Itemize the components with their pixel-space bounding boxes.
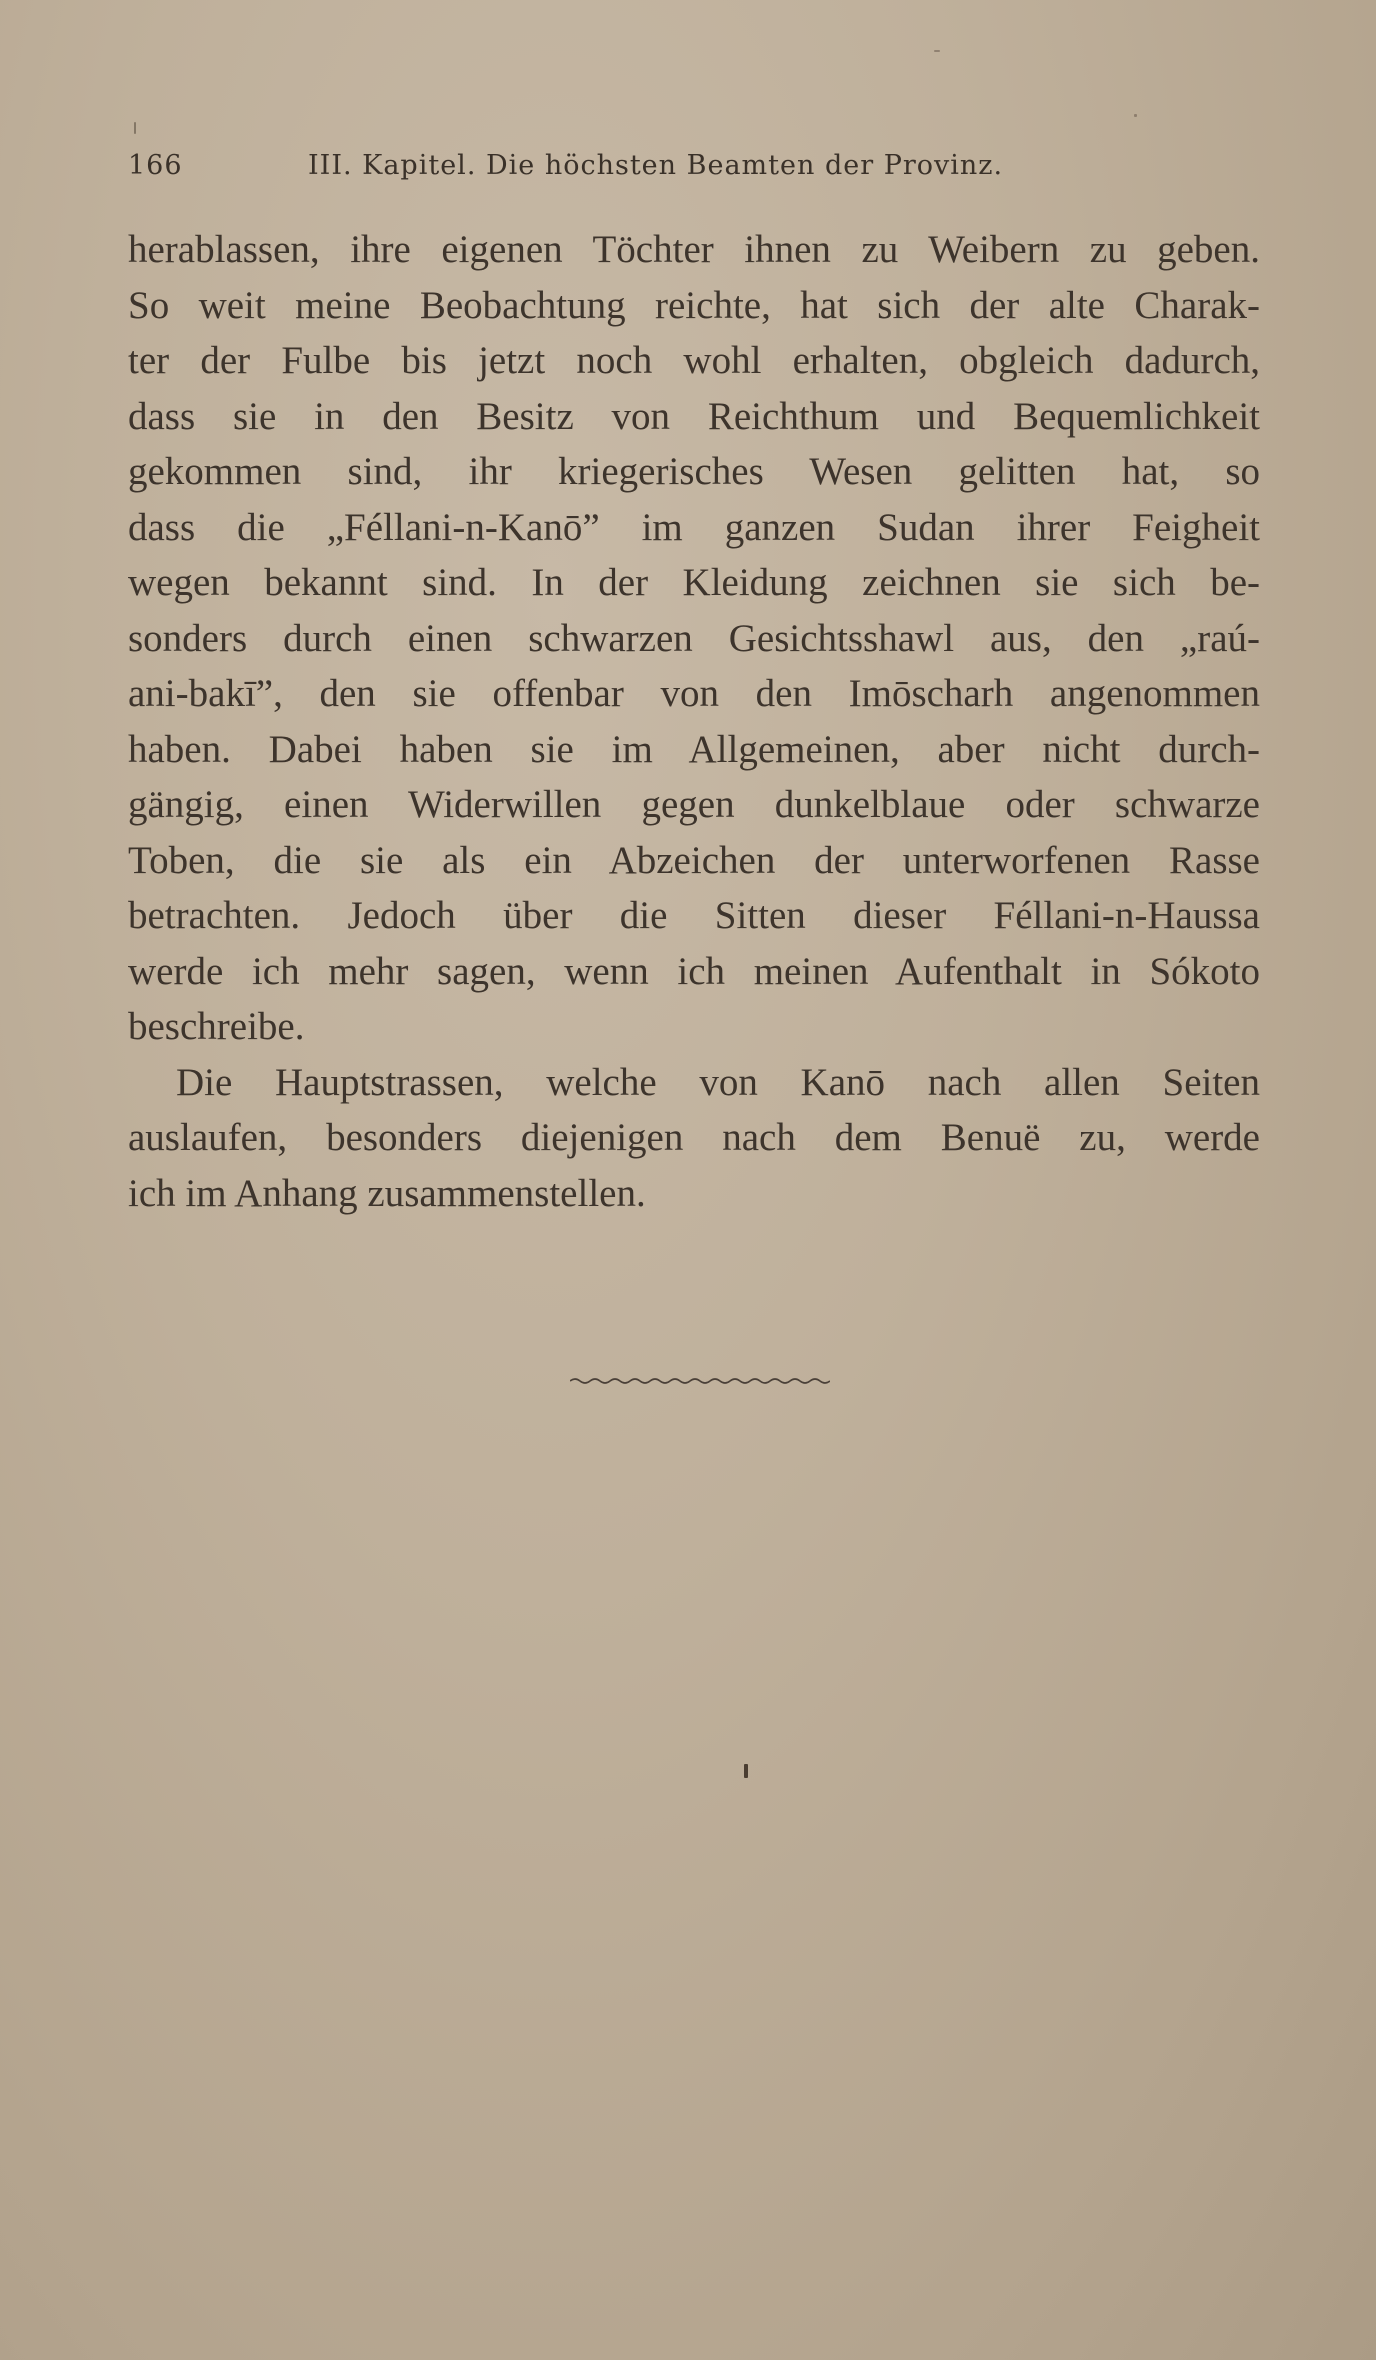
text-line: auslaufen, besonders diejenigen nach dem Benuë zu, werde [128,1116,1260,1159]
text-line: dass die „Féllani-n-Kanō” im ganzen Sudan ihrer Feigheit [128,505,1260,549]
wavy-rule-ornament [570,1375,830,1387]
text-line: werde ich mehr sagen, wenn ich meinen Aufenthalt in Sókoto [128,949,1260,993]
text-line: betrachten. Jedoch über die Sitten dieser Féllani-n-Haussa [128,894,1260,937]
paper-speck [1134,114,1137,117]
text-line: Toben, die sie als ein Abzeichen der unterworfenen Rasse [128,838,1260,882]
paragraph [128,222,1260,1055]
text-line: beschreibe. [128,1005,305,1048]
paper-speck [744,1764,748,1778]
text-line: wegen bekannt sind. In der Kleidung zeichnen sie sich be- [128,561,1260,604]
text-line: ich im Anhang zusammenstellen. [128,1171,646,1215]
text-line: gekommen sind, ihr kriegerisches Wesen gelitten hat, so [128,450,1260,493]
text-line: sonders durch einen schwarzen Gesichtsshawl aus, den „raú- [128,616,1260,660]
running-head: III. Kapitel. Die höchsten Beamten der Provinz. [308,150,1004,181]
text-line: gängig, einen Widerwillen gegen dunkelblaue oder schwarze [128,783,1260,826]
text-line: Die Hauptstrassen, welche von Kanō nach allen Seiten [176,1060,1260,1104]
text-line: ani-bakī”, den sie offenbar von den Imōscharh angenommen [128,672,1260,715]
text-line: haben. Dabei haben sie im Allgemeinen, aber nicht durch- [128,727,1260,771]
body-text [128,222,1260,1221]
text-line: So weit meine Beobachtung reichte, hat sich der alte Charak- [128,283,1260,327]
paper-speck [134,122,136,134]
page-header [128,150,1260,194]
text-line: dass sie in den Besitz von Reichthum und Bequemlichkeit [128,394,1260,438]
page-number: 166 [128,150,183,181]
paragraph [128,1055,1260,1222]
text-line: herablassen, ihre eigenen Töchter ihnen zu Weibern zu geben. [128,228,1260,271]
text-line: ter der Fulbe bis jetzt noch wohl erhalten, obgleich dadurch, [128,339,1260,382]
paper-speck [934,50,940,52]
